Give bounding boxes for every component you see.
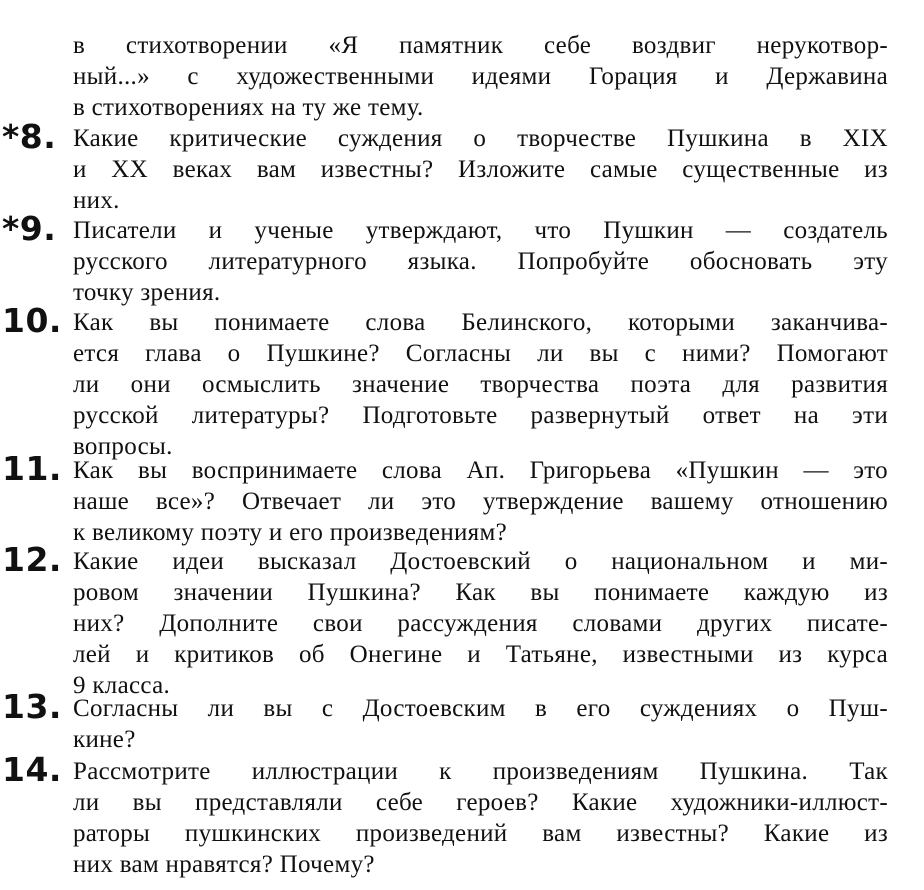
question-line: ный...» с художественными идеями Горация и Державина [73,63,888,90]
question-number: 14. [2,750,62,789]
question-number: *9. [2,209,57,248]
question-line: раторы пушкинских произведений вам известны? Какие из [73,820,888,847]
question-line: Какие идеи высказал Достоевский о национальном и ми- [73,548,888,575]
question-line: Рассмотрите иллюстрации к произведениям Пушкина. Так [73,758,888,785]
question-line: ли вы представляли себе героев? Какие художники-иллюст- [73,789,888,816]
question-line: в стихотворениях на ту же тему. [73,94,424,121]
question-number: 12. [2,540,62,579]
question-line: Как вы воспринимаете слова Ап. Григорьева «Пушкин — это [73,457,888,484]
question-line: русской литературы? Подготовьте развернутый ответ на эти [73,402,888,429]
question-number: 10. [2,301,62,340]
question-line: Согласны ли вы с Достоевским в его суждениях о Пуш- [73,695,888,722]
question-line: ли они осмыслить значение творчества поэта для развития [73,371,888,398]
question-line: лей и критиков об Онегине и Татьяне, известными из курса [73,641,888,668]
question-line: Какие критические суждения о творчестве Пушкина в XIX [73,125,888,152]
question-line: наше все»? Отвечает ли это утверждение вашему отношению [73,488,888,515]
question-line: них вам нравятся? Почему? [73,851,375,878]
question-line: вопросы. [73,433,173,460]
question-number: *8. [2,117,57,156]
question-line: 9 класса. [73,672,171,699]
question-line: русского литературного языка. Попробуйте обосновать эту [73,248,888,275]
question-line: Писатели и ученые утверждают, что Пушкин — создатель [73,217,888,244]
question-line: них. [73,187,120,214]
question-number: 13. [2,687,62,726]
question-line: к великому поэту и его произведениям? [73,519,507,546]
question-line: точку зрения. [73,279,221,306]
question-line: кине? [73,726,136,753]
question-line: них? Дополните свои рассуждения словами других писате- [73,610,888,637]
question-number: 11. [2,449,62,488]
question-line: ровом значении Пушкина? Как вы понимаете каждую из [73,579,888,606]
question-line: ется глава о Пушкине? Согласны ли вы с ними? Помогают [73,340,888,367]
question-line: в стихотворении «Я памятник себе воздвиг нерукотвор- [73,32,888,59]
question-line: и XX веках вам известны? Изложите самые существенные из [73,156,888,183]
question-line: Как вы понимаете слова Белинского, которыми заканчива- [73,309,888,336]
